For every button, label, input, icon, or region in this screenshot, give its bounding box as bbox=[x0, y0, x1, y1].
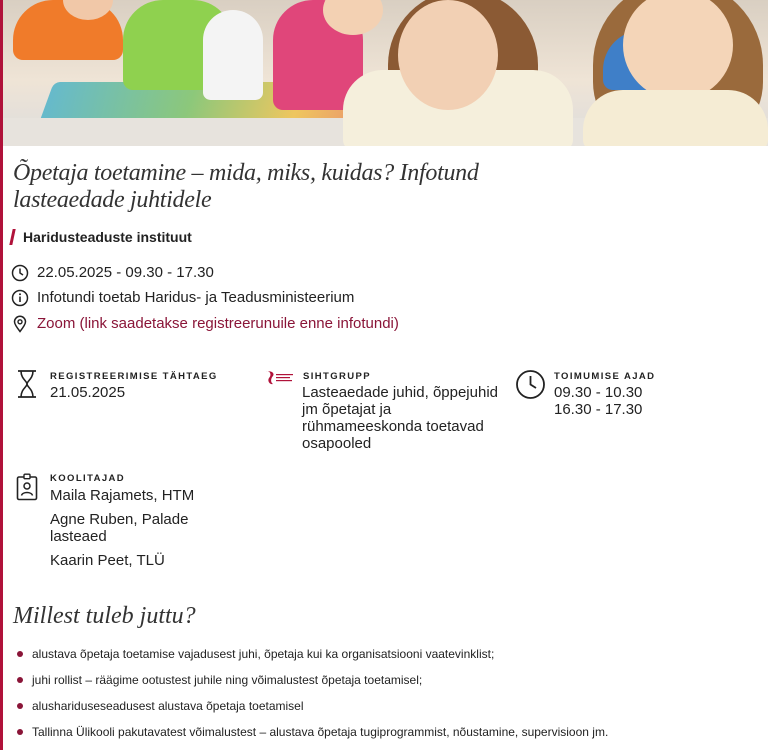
trainer-3: Kaarin Peet, TLÜ bbox=[50, 552, 165, 569]
time-slot-1: 09.30 - 10.30 bbox=[554, 384, 643, 401]
info-icon bbox=[11, 289, 29, 307]
section-title: Millest tuleb juttu? bbox=[13, 603, 196, 629]
list-item: alustava õpetaja toetamise vajadusest juhi, õpetaja kui ka organisatsiooni vaatevinklist; bbox=[17, 644, 757, 670]
trainers-block bbox=[16, 473, 236, 573]
id-badge-icon bbox=[16, 473, 38, 501]
institute-accent-bar bbox=[9, 229, 15, 245]
topic-list bbox=[17, 644, 757, 748]
university-logo-icon bbox=[263, 369, 295, 387]
deadline-value: 21.05.2025 bbox=[50, 384, 126, 401]
times-label: TOIMUMISE AJAD bbox=[554, 371, 656, 382]
institute-label bbox=[11, 229, 192, 245]
times-block bbox=[515, 369, 755, 429]
list-item: Tallinna Ülikooli pakutavatest võimalustest – alustava õpetaja tugiprogrammist, nõustamine, supervisioon jm. bbox=[17, 722, 757, 748]
audience-block bbox=[263, 369, 503, 459]
clock-icon bbox=[515, 369, 546, 400]
hourglass-icon bbox=[16, 369, 38, 399]
institute-name: Haridusteaduste instituut bbox=[23, 229, 192, 245]
funding-text: Infotundi toetab Haridus- ja Teadusministeerium bbox=[37, 289, 355, 306]
trainers-label: KOOLITAJAD bbox=[50, 473, 126, 484]
location-pin-icon bbox=[11, 315, 29, 333]
trainer-2: Agne Ruben, Palade lasteaed bbox=[50, 511, 189, 545]
clock-icon bbox=[11, 264, 29, 282]
audience-value: Lasteaedade juhid, õppejuhid jm õpetajat ja rühmameeskonda toetavad osapooled bbox=[302, 384, 499, 452]
trainer-1: Maila Rajamets, HTM bbox=[50, 487, 195, 504]
time-slot-2: 16.30 - 17.30 bbox=[554, 401, 643, 418]
list-item: alushariduseseadusest alustava õpetaja toetamisel bbox=[17, 696, 757, 722]
location-link[interactable]: Zoom (link saadetakse registreerunuile enne infotundi) bbox=[37, 315, 399, 332]
audience-label: SIHTGRUPP bbox=[303, 371, 372, 382]
list-item: juhi rollist – räägime ootustest juhile ning võimalustest õpetaja toetamisel; bbox=[17, 670, 757, 696]
datetime-text: 22.05.2025 - 09.30 - 17.30 bbox=[37, 264, 214, 281]
deadline-block bbox=[16, 369, 236, 409]
hero-image bbox=[3, 0, 768, 146]
event-title: Õpetaja toetamine – mida, miks, kuidas? Infotund lasteaedade juhtidele bbox=[13, 160, 479, 213]
deadline-label: REGISTREERIMISE TÄHTAEG bbox=[50, 371, 218, 382]
